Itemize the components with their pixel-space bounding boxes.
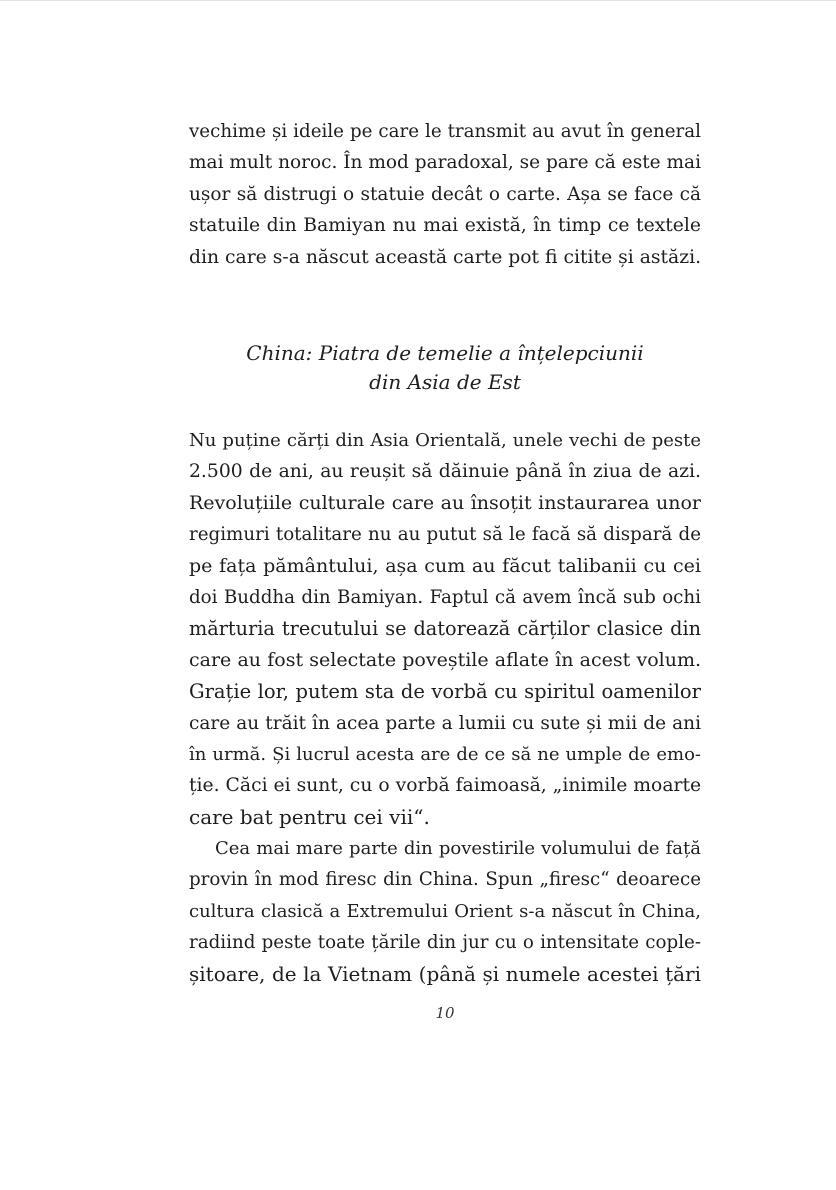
section-heading-line-1: China: Piatra de temelie a înțelepciunii [246, 341, 644, 365]
text-line: statuile din Bamiyan nu mai există, în timp ce textele [189, 215, 701, 237]
text-line: cultura clasică a Extremului Orient s-a născut în China, [189, 900, 701, 922]
text-line: regimuri totalitare nu au putut să le facă să dispară de [189, 524, 701, 546]
text-line: doi Buddha din Bamiyan. Faptul că avem încă sub ochi [189, 587, 701, 609]
text-line: care au fost selectate poveștile aflate în acest volum. [189, 648, 701, 671]
text-line: vechime și ideile pe care le transmit au avut în general [189, 121, 701, 142]
text-line: mai mult noroc. În mod paradoxal, se pare că este mai [189, 152, 701, 174]
text-line: în urmă. Și lucrul acesta are de ce să ne umple de emo- [189, 744, 701, 766]
text-line: mărturia trecutului se datorează cărților clasice din [189, 617, 701, 641]
text-line: Nu puține cărți din Asia Orientală, unele vechi de peste [189, 430, 701, 451]
section-heading [189, 339, 701, 397]
text-line: Cea mai mare parte din povestirile volumului de față [215, 838, 701, 859]
text-line: provin în mod firesc din China. Spun „firesc“ deoarece [189, 869, 701, 891]
text-line: 2.500 de ani, au reușit să dăinuie până în ziua de azi. [189, 461, 701, 483]
text-line: ușor să distrugi o statuie decât o carte. Așa se face că [189, 183, 701, 205]
intro-paragraph [189, 116, 701, 273]
section-heading-line-2: din Asia de Est [369, 370, 521, 394]
body-paragraph-2 [189, 833, 701, 990]
text-line: care bat pentru cei vii“. [189, 804, 430, 829]
page-top-edge [0, 0, 836, 1]
text-line: radiind peste toate țările din jur cu o intensitate cople- [189, 932, 701, 954]
body-paragraph-1 [189, 425, 701, 833]
text-line: pe fața pământului, așa cum au făcut talibanii cu cei [189, 554, 701, 577]
text-line: Grație lor, putem sta de vorbă cu spiritul oamenilor [189, 680, 701, 704]
text-line: care au trăit în acea parte a lumii cu sute și mii de ani [189, 712, 701, 734]
text-line: din care s-a născut această carte pot fi citite și astăzi. [189, 246, 702, 268]
text-line: ție. Căci ei sunt, cu o vorbă faimoasă, „inimile moarte [189, 775, 702, 797]
text-line: șitoare, de la Vietnam (până și numele acestei țări [189, 961, 701, 986]
page-number: 10 [435, 1004, 455, 1022]
text-line: Revoluțiile culturale care au însoțit instaurarea unor [189, 491, 701, 514]
